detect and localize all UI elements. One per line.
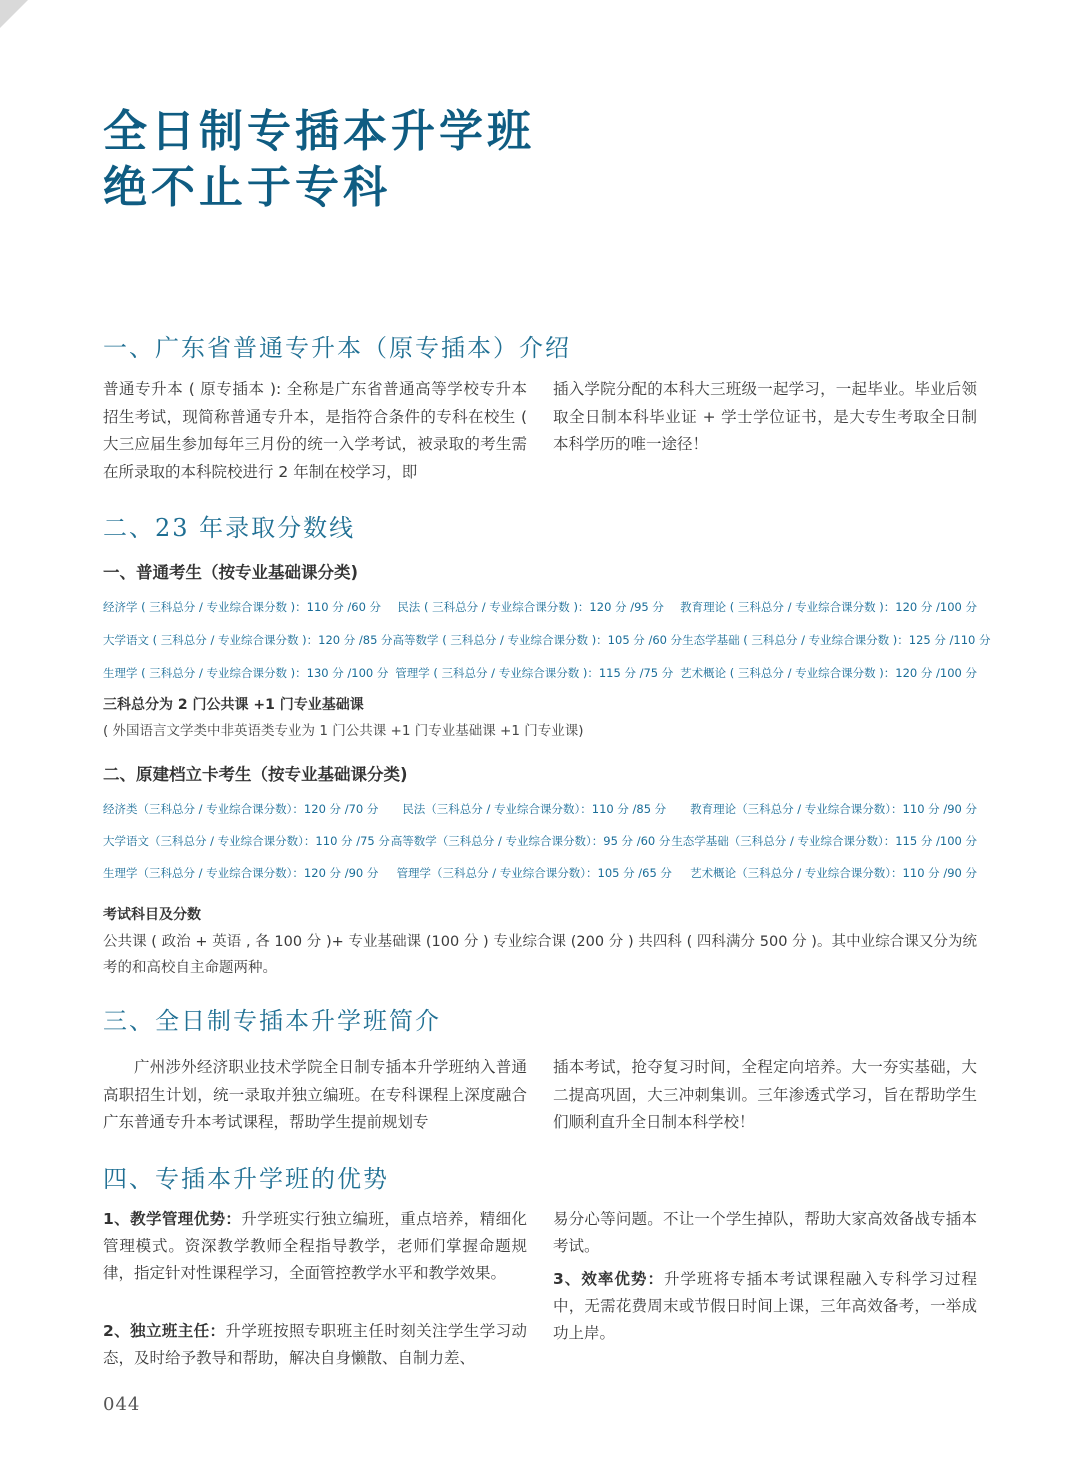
score-item: 经济类（三科总分 / 专业综合课分数）：120 分 /70 分 [103,802,379,816]
section3-right-text: 插本考试，抢夺复习时间，全程定向培养。大一夯实基础，大二提高巩固，大三冲刺集训。三年渗透式学习，旨在帮助学生们顺利直升全日制本科学校！ [553,1058,977,1131]
score-row [103,664,977,682]
score-row [103,864,977,882]
score-item: 教育理论（三科总分 / 专业综合课分数）：110 分 /90 分 [690,802,977,816]
section1-right-text: 插入学院分配的本科大三班级一起学习，一起毕业。毕业后领取全日制本科毕业证 + 学士学位证书，是大专生考取全日制本科学历的唯一途径！ [553,380,977,453]
main-title [103,104,535,216]
main-title-line1: 全日制专插本升学班 [103,106,535,157]
score-item: 高等数学 ( 三科总分 / 专业综合课分数 )：105 分 /60 分 [392,633,683,647]
score-row [103,598,977,616]
page-number: 044 [103,1394,141,1415]
corner-fold-decoration [0,0,36,36]
score-item: 民法 ( 三科总分 / 专业综合课分数 )：120 分 /95 分 [397,600,664,614]
main-title-line2: 绝不止于专科 [103,162,391,213]
score-item: 管理学 ( 三科总分 / 专业综合课分数 )：115 分 /75 分 [395,666,674,680]
score-item: 生态学基础（三科总分 / 专业综合课分数）：115 分 /100 分 [671,834,977,848]
group1-title: 一、普通考生（按专业基础课分类) [103,563,359,582]
group2-title: 二、原建档立卡考生（按专业基础课分类) [103,765,408,784]
score-item: 生理学（三科总分 / 专业综合课分数）：120 分 /90 分 [103,866,379,880]
advantage-item-continued [553,1206,977,1260]
score-row [103,832,977,850]
score-item: 艺术概论 ( 三科总分 / 专业综合课分数 )：120 分 /100 分 [680,666,977,680]
advantage-label: 2、独立班主任： [103,1322,226,1340]
score-item: 大学语文 ( 三科总分 / 专业综合课分数 )：120 分 /85 分 [103,633,393,647]
advantage-text: 升学班实行独立编班，重点培养，精细化管理模式。资深教学教师全程指导教学，老师们掌握命题规律，指定针对性课程学习，全面管控教学水平和教学效果。 [103,1210,527,1282]
advantage-item [553,1266,977,1347]
score-item: 经济学 ( 三科总分 / 专业综合课分数 )：110 分 /60 分 [103,600,382,614]
section1-left-text: 普通专升本 ( 原专插本 ): 全称是广东省普通高等学校专升本招生考试，现简称普通专升本，是指符合条件的专科在校生 ( 大三应届生参加每年三月份的统一入学考试，被录取的考生需在所录取的本科院校进行 2 年制在校学习，即 [103,380,527,481]
score-item: 大学语文（三科总分 / 专业综合课分数）：110 分 /75 分 [103,834,390,848]
score-item: 艺术概论（三科总分 / 专业综合课分数）：110 分 /90 分 [690,866,977,880]
section3-left-text: 广州涉外经济职业技术学院全日制专插本升学班纳入普通高职招生计划，统一录取并独立编班。在专科课程上深度融合广东普通专升本考试课程，帮助学生提前规划专 [103,1058,527,1131]
score-row [103,800,977,818]
score-item: 管理学（三科总分 / 专业综合课分数）：105 分 /65 分 [396,866,672,880]
score-item: 民法（三科总分 / 专业综合课分数）：110 分 /85 分 [402,802,667,816]
section3-heading: 三、全日制专插本升学班简介 [103,1007,441,1035]
score-row [103,631,991,649]
advantage-text: 升学班将专插本考试课程融入专科学习过程中，无需花费周末或节假日时间上课，三年高效备考，一举成功上岸。 [553,1270,977,1342]
group1-note-bold: 三科总分为 2 门公共课 +1 门专业基础课 [103,697,364,713]
score-item: 生理学 ( 三科总分 / 专业综合课分数 )：130 分 /100 分 [103,666,389,680]
section2-heading: 二、23 年录取分数线 [103,514,356,542]
exam-title: 考试科目及分数 [103,907,201,923]
advantage-item [103,1206,527,1287]
exam-text: 公共课 ( 政治 + 英语 , 各 100 分 )+ 专业基础课 (100 分 ) 专业综合课 (200 分 ) 共四科 ( 四科满分 500 分 )。其中业综合课又分为统考的和高校自主命题两种。 [103,934,977,976]
score-item: 高等数学（三科总分 / 专业综合课分数）：95 分 /60 分 [390,834,671,848]
group1-note: ( 外国语言文学类中非英语类专业为 1 门公共课 +1 门专业基础课 +1 门专业课) [103,723,584,739]
advantage-text: 升学班按照专职班主任时刻关注学生学习动态，及时给予教导和帮助，解决自身懒散、自制力差、 [103,1322,527,1367]
score-item: 教育理论 ( 三科总分 / 专业综合课分数 )：120 分 /100 分 [680,600,977,614]
advantage-item [103,1318,527,1372]
section4-heading: 四、专插本升学班的优势 [103,1165,389,1193]
section1-heading: 一、广东省普通专升本（原专插本）介绍 [103,334,571,362]
advantage-text: 易分心等问题。不让一个学生掉队，帮助大家高效备战专插本考试。 [553,1210,977,1255]
score-item: 生态学基础 ( 三科总分 / 专业综合课分数 )：125 分 /110 分 [682,633,991,647]
advantage-label: 3、效率优势： [553,1270,664,1288]
advantage-label: 1、教学管理优势： [103,1210,242,1228]
